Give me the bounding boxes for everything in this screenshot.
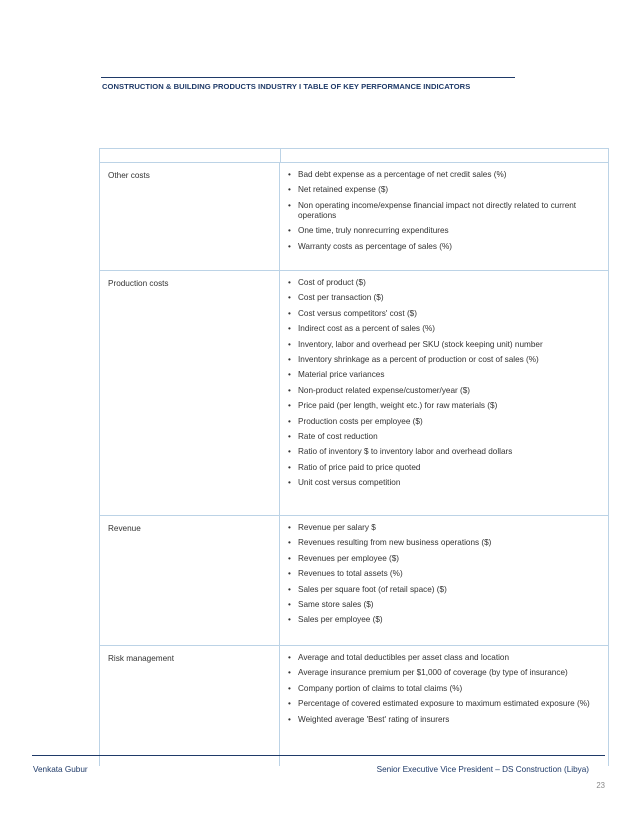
kpi-list [288, 170, 596, 252]
footer-rule [32, 755, 605, 756]
list-item-text: Non-product related expense/customer/year ($) [298, 385, 471, 395]
bullet-dot-icon: • [288, 278, 291, 287]
bullet-dot-icon: • [288, 241, 291, 251]
list-item-text: Percentage of covered estimated exposure to maximum estimated exposure (%) [298, 699, 590, 709]
footer-position: Senior Executive Vice President – DS Construction (Libya) [376, 765, 589, 774]
list-item [288, 523, 596, 533]
list-item [288, 684, 596, 694]
list-item-text: Revenues to total assets (%) [298, 569, 403, 579]
bullet-dot-icon: • [288, 584, 291, 594]
list-item-text: Bad debt expense as a percentage of net credit sales (%) [298, 170, 507, 179]
list-item-text: Cost of product ($) [298, 278, 366, 287]
bullet-dot-icon: • [288, 293, 291, 303]
table-column-divider [280, 149, 281, 162]
list-item-text: Average insurance premium per $1,000 of coverage (by type of insurance) [298, 668, 568, 678]
list-item [288, 668, 596, 678]
bullet-dot-icon: • [288, 354, 291, 364]
list-item-text: Revenues per employee ($) [298, 553, 400, 563]
bullet-dot-icon: • [288, 538, 291, 548]
list-item-text: Material price variances [298, 370, 385, 380]
bullet-dot-icon: • [288, 324, 291, 334]
list-item [288, 615, 596, 625]
list-item [288, 340, 596, 350]
bullet-dot-icon: • [288, 462, 291, 472]
list-item [288, 653, 596, 663]
list-item [288, 278, 596, 288]
list-item [288, 600, 596, 610]
list-item [288, 386, 596, 396]
list-item-text: Sales per square foot (of retail space) ($) [298, 584, 447, 594]
bullet-dot-icon: • [288, 478, 291, 488]
bullet-dot-icon: • [288, 226, 291, 236]
list-item [288, 478, 596, 488]
list-item [288, 170, 596, 180]
list-item-text: Warranty costs as percentage of sales (%) [298, 241, 452, 251]
kpi-list [288, 278, 596, 488]
list-item [288, 417, 596, 427]
row-items-cell [280, 163, 608, 270]
bullet-dot-icon: • [288, 714, 291, 724]
list-item [288, 293, 596, 303]
list-item [288, 185, 596, 195]
row-items-cell [280, 516, 608, 645]
table-row [100, 163, 608, 271]
list-item-text: Cost per transaction ($) [298, 293, 384, 303]
list-item [288, 370, 596, 380]
list-item-text: Inventory, labor and overhead per SKU (stock keeping unit) number [298, 339, 543, 349]
row-category: Other costs [100, 163, 280, 270]
bullet-dot-icon: • [288, 339, 291, 349]
row-items-cell [280, 646, 608, 766]
table-header-strip [100, 149, 608, 163]
list-item-text: Inventory shrinkage as a percent of production or cost of sales (%) [298, 354, 539, 364]
list-item [288, 242, 596, 252]
list-item [288, 585, 596, 595]
bullet-dot-icon: • [288, 447, 291, 457]
bullet-dot-icon: • [288, 615, 291, 625]
list-item-text: Company portion of claims to total claims (%) [298, 683, 463, 693]
page-number: 23 [596, 781, 605, 790]
bullet-dot-icon: • [288, 653, 291, 662]
row-items-cell [280, 271, 608, 515]
list-item-text: Ratio of inventory $ to inventory labor and overhead dollars [298, 447, 513, 457]
kpi-table [99, 148, 609, 766]
list-item-text: Weighted average 'Best' rating of insurers [298, 714, 450, 724]
list-item-text: Same store sales ($) [298, 599, 374, 609]
bullet-dot-icon: • [288, 401, 291, 411]
list-item [288, 355, 596, 365]
list-item-text: Sales per employee ($) [298, 615, 383, 625]
list-item-text: Unit cost versus competition [298, 478, 401, 488]
bullet-dot-icon: • [288, 308, 291, 318]
row-category: Revenue [100, 516, 280, 645]
bullet-dot-icon: • [288, 385, 291, 395]
list-item-text: Revenues resulting from new business operations ($) [298, 538, 492, 548]
row-category: Risk management [100, 646, 280, 766]
list-item [288, 569, 596, 579]
bullet-dot-icon: • [288, 416, 291, 426]
list-item-text: Ratio of price paid to price quoted [298, 462, 421, 472]
list-item-text: Cost versus competitors' cost ($) [298, 308, 417, 318]
kpi-list [288, 653, 596, 725]
list-item [288, 309, 596, 319]
bullet-dot-icon: • [288, 200, 291, 210]
bullet-dot-icon: • [288, 185, 291, 195]
list-item [288, 699, 596, 709]
list-item-text: Net retained expense ($) [298, 185, 389, 195]
list-item [288, 401, 596, 411]
table-body [100, 163, 608, 766]
bullet-dot-icon: • [288, 523, 291, 532]
table-row [100, 516, 608, 646]
bullet-dot-icon: • [288, 668, 291, 678]
list-item [288, 554, 596, 564]
list-item-text: Revenue per salary $ [298, 523, 376, 532]
list-item-text: Rate of cost reduction [298, 431, 378, 441]
list-item [288, 324, 596, 334]
bullet-dot-icon: • [288, 569, 291, 579]
list-item-text: Price paid (per length, weight etc.) for raw materials ($) [298, 401, 498, 411]
list-item-text: One time, truly nonrecurring expenditures [298, 226, 449, 236]
list-item-text: Average and total deductibles per asset class and location [298, 653, 510, 662]
list-item [288, 538, 596, 548]
list-item-text: Non operating income/expense financial impact not directly related to current operations [298, 200, 577, 220]
list-item [288, 226, 596, 236]
bullet-dot-icon: • [288, 683, 291, 693]
list-item [288, 432, 596, 442]
list-item-text: Indirect cost as a percent of sales (%) [298, 324, 435, 334]
list-item [288, 463, 596, 473]
list-item [288, 201, 596, 221]
header-rule [101, 77, 515, 78]
footer-author: Venkata Gubur [33, 765, 88, 774]
table-row [100, 646, 608, 766]
list-item-text: Production costs per employee ($) [298, 416, 423, 426]
list-item [288, 447, 596, 457]
page-header-title: CONSTRUCTION & BUILDING PRODUCTS INDUSTRY I TABLE OF KEY PERFORMANCE INDICATORS [102, 82, 471, 91]
bullet-dot-icon: • [288, 170, 291, 179]
row-category: Production costs [100, 271, 280, 515]
bullet-dot-icon: • [288, 370, 291, 380]
kpi-list [288, 523, 596, 625]
bullet-dot-icon: • [288, 699, 291, 709]
table-row [100, 271, 608, 516]
bullet-dot-icon: • [288, 431, 291, 441]
bullet-dot-icon: • [288, 553, 291, 563]
list-item [288, 715, 596, 725]
bullet-dot-icon: • [288, 599, 291, 609]
